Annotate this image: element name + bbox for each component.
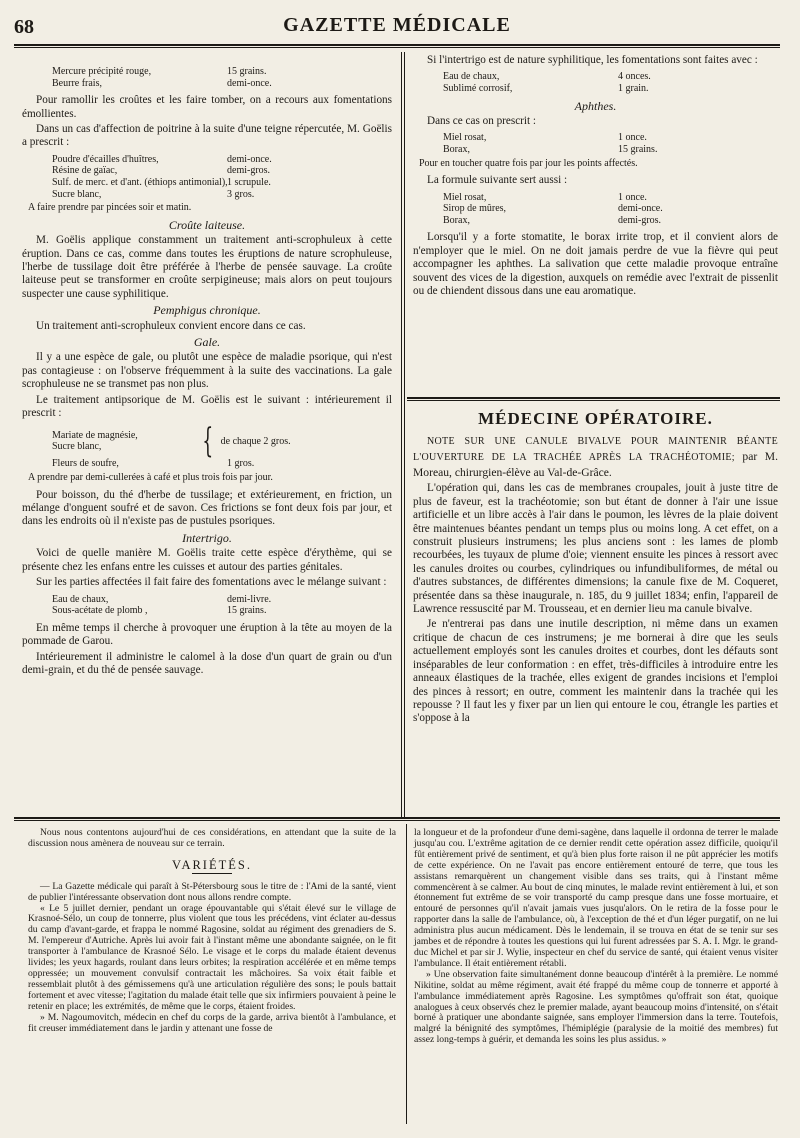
paragraph: Voici de quelle manière M. Goëlis traite cette espèce d'érythème, qui se présente chez les enfans entre les cuisses et autour des parties génitales.	[22, 547, 392, 573]
feuilleton-rule	[14, 817, 780, 819]
rx-item: Sucre blanc,	[52, 188, 102, 200]
prescription-intertrigo	[22, 594, 392, 617]
article-title	[413, 433, 778, 480]
article-byline: par M. Moreau, chirurgien-élève au Val-de-Grâce.	[413, 450, 778, 480]
rx-dose: 3 gros.	[227, 188, 255, 200]
prescription-miel-sirop	[413, 192, 778, 227]
paragraph: En même temps il cherche à provoquer une éruption à la tête au moyen de la pommade de Garou.	[22, 621, 392, 648]
rx-note: A prendre par demi-cullerées à café et plus trois fois par jour.	[28, 472, 273, 484]
paragraph: » Une observation faite simultanément donne beaucoup d'intérêt à la première. Le nommé Nikitine, soldat au même régiment, avait été frappé du même coup de tonnerre et apporté à l'ambulance immédiatement après Ragosine. Les symptômes qu'offrait son état, quoique analogues à ceux observés chez le premier malade, ayant beaucoup moins d'intensité, on s'était borné à pratiquer une abondante saignée, sans employer l'immersion dans la terre. Toutefois, malgré la bénignité des symptômes, l'hémiplégie (paralysie de la moitié des membres) fut assez long-temps à guérir, et demanda les soins les plus assidus. »	[414, 968, 778, 1046]
paragraph: M. Goëlis applique constamment un traitement anti-scrophuleux à cette éruption. Dans ce cas, comme dans toutes les éruptions de nature scrophuleuse, l'herbe de tussilage doit être préférée à l'herbe de pensée sauvage. La croûte laiteuse peut se transformer en croûte serpigineuse; mais alors on peut toujours suspecter une cause syphilitique.	[22, 234, 392, 300]
rx-item: Sirop de mûres,	[443, 203, 507, 215]
rx-dose: 15 grains.	[227, 66, 267, 77]
masthead-title: GAZETTE MÉDICALE	[283, 14, 511, 36]
rx-dose: demi-gros.	[227, 165, 271, 177]
right-column	[413, 54, 778, 300]
rx-item: Sucre blanc,	[52, 441, 102, 453]
rx-item: Poudre d'écailles d'huîtres,	[52, 153, 159, 165]
paragraph: Sur les parties affectées il fait faire des fomentations avec le mélange suivant :	[36, 576, 387, 589]
rx-item: Sulf. de merc. et d'ant. (éthiops antimonial),	[52, 177, 228, 188]
paragraph: Il y a une espèce de gale, ou plutôt une espèce de maladie psorique, qui n'est pas contagieuse : on l'observe fréquemment à la suite des vaccinations. La gale scrophuleuse ne se transmet pas non plus.	[22, 351, 392, 391]
rx-dose: demi-gros.	[618, 214, 662, 226]
paragraph: Nous nous contentons aujourd'hui de ces considérations, en attendant que la suite de la discussion nous amènera de nouveau sur ce terrain.	[28, 827, 396, 849]
page-header	[14, 14, 780, 42]
rx-dose: 1 scrupule.	[227, 177, 271, 188]
rx-item: Eau de chaux,	[52, 593, 109, 605]
paragraph: La formule suivante sert aussi :	[427, 174, 568, 187]
prescription-syphilitique	[413, 71, 778, 94]
title-underline	[192, 873, 232, 874]
rx-dose: 1 gros.	[227, 458, 255, 470]
paragraph: L'opération qui, dans les cas de membranes croupales, jouit à juste titre de plus de faveur, est la trachéotomie; son but étant de donner à l'air une issue artificielle et un libre accès à l'air dans le poumon, les lèvres de la plaie doivent être maintenues béantes pendant un temps plus ou moins long. A cet effet, on a construit plusieurs instrumens; les plus anciens sont : les lames de plomb recourbées, les tuyaux de plume d'oie; viennent ensuite les pinces à ressort avec les canules droites ou courbes, cylindriques ou infundibuliformes, de métal ou d'autres substances, de différentes dimensions; la canule fixe de M. Coqueret, présentée dans sa thèse inaugurale, n. 185, du 9 juillet 1834; enfin, l'appareil de Lawrence ressuscité par M. Trousseau, et en dernier lieu ma canule bivalve.	[413, 482, 778, 616]
paragraph: « Le 5 juillet dernier, pendant un orage épouvantable qui s'était élevé sur le village de Krasnoé-Sélo, un coup de tonnerre, plus violent que tous les précédens, vint éclater au-dessus du camp d'avant-garde, et frappa le nommé Ragosine, soldat au régiment des grenadiers de S. M. l'empereur d'Autriche. Après lui avoir fait à l'instant même une abondante saignée, on le fit transporter à l'ambulance de Krasnoé Sélo. Le visage et le corps du malade étaient devenus livides; les yeux hagards, roulant dans leurs orbites; la respiration accélérée et en même temps oppressée; un mouvement convulsif contractait les mâchoires. Sa voix était faible et ressemblait plutôt à des gémissemens qu'à une articulation régulière des sons; le pouls battait fortement et avec vitesse; l'agitation du malade était telle que six infirmiers pouvaient à peine le retenir en place; les extrémités, de même que le corps, étaient froides.	[28, 902, 396, 1012]
header-rule	[14, 44, 780, 46]
subheading-croute-laiteuse: Croûte laiteuse.	[168, 217, 246, 232]
rx-dose: 1 once.	[618, 132, 647, 144]
paragraph: Dans ce cas on prescrit :	[427, 115, 537, 127]
rx-item: Fleurs de soufre,	[52, 458, 119, 470]
feuilleton-right	[414, 828, 778, 1046]
article-title-caps: NOTE SUR UNE CANULE BIVALVE POUR MAINTENIR BÉANTE L'OUVERTURE DE LA TRACHÉE APRÈS LA TRACHÉOTOMIE;	[413, 436, 778, 464]
subheading-pemphigus: Pemphigus chronique.	[153, 303, 261, 318]
rx-item: Mercure précipité rouge,	[52, 66, 152, 77]
rx-dose: 1 grain.	[618, 83, 649, 94]
section-rule-thin	[407, 400, 780, 401]
rx-item: Beurre frais,	[52, 77, 102, 89]
rx-dose: 1 once.	[618, 191, 647, 203]
feuilleton-rule-thin	[14, 820, 780, 821]
rx-dose: 15 grains.	[618, 144, 658, 155]
feuilleton-divider	[406, 824, 407, 1124]
section-title: MÉDECINE OPÉRATOIRE.	[478, 409, 713, 428]
header-rule-thin	[14, 47, 780, 48]
paragraph: la longueur et de la profondeur d'une demi-sagène, dans laquelle il ordonna de terrer le malade jusqu'au cou. L'extrême agitation de ce dernier rendit cette opération assez difficile, quoiqu'il fût entièrement privé de sentiment, et qu'à bien plus forte raison il ne pût apprécier les motifs de cette expérience. On ne l'avait pas encore entièrement entouré de terre, que tous les assistans remarquèrent un changement visible dans ses traits, qui à l'instant même commencèrent à se calmer. Au bout de cinq minutes, le malade revint entièrement à lui, et son étonnement fut extrême de se voir transporté du camp presque dans une fosse mortuaire, et entouré de personnes qu'il n'avait jamais vues jusqu'alors. On le retira de la fosse pour le rapporter dans la salle de l'ambulance, où, à l'exception de thé et d'un léger purgatif, on ne lui administra plus aucun médicament. Dès le lendemain, il se trouva en état de se tenir sur ses jambes et de répondre à toutes les questions qui lui furent adressées par S. A. I. Mgr. le grand-duc Michel et par sir J. Wylie, inspecteur en chef du service de santé, qui étaient venus visiter l'ambulance. Il était entièrement rétabli.	[414, 827, 778, 969]
feuilleton-left	[28, 828, 396, 1034]
subheading-gale: Gale.	[193, 335, 221, 350]
paragraph: Dans un cas d'affection de poitrine à la suite d'une teigne répercutée, M. Goëlis a prescrit :	[22, 123, 392, 149]
paragraph: Si l'intertrigo est de nature syphilitique, les fomentations sont faites avec :	[427, 54, 758, 66]
column-divider-inner	[404, 52, 405, 817]
rx-dose: 15 grains.	[227, 605, 267, 617]
paragraph: Un traitement anti-scrophuleux convient encore dans ce cas.	[36, 319, 306, 332]
paragraph: Le traitement antipsorique de M. Goëlis est le suivant : intérieurement il prescrit :	[22, 393, 392, 420]
prescription-poudre	[22, 154, 392, 214]
rx-dose: demi-once.	[227, 77, 272, 89]
left-column	[22, 62, 392, 679]
rx-dose: demi-once.	[618, 203, 663, 215]
paragraph: Pour ramollir les croûtes et les faire tomber, on a recours aux fomentations émollientes.	[22, 94, 392, 120]
rx-item: Résine de gaïac,	[52, 165, 118, 177]
prescription-mercure	[22, 66, 392, 89]
paragraph: Intérieurement il administre le calomel à la dose d'un quart de grain ou d'un demi-grain, et du thé de pensée sauvage.	[22, 650, 392, 676]
section-rule	[407, 397, 780, 399]
rx-item: Sublimé corrosif,	[443, 83, 513, 94]
paragraph: » M. Nagoumovitch, médecin en chef du corps de la garde, arriva bientôt à l'ambulance, et fit creuser immédiatement dans le jardin y attenant une fosse de	[28, 1011, 396, 1034]
rx-item: Mariate de magnésie,	[52, 429, 138, 441]
column-divider	[401, 52, 402, 817]
rx-item: Eau de chaux,	[443, 71, 500, 83]
rx-item: Miel rosat,	[443, 132, 487, 144]
rx-item: Sous-acétate de plomb ,	[52, 605, 148, 617]
paragraph: Lorsqu'il y a forte stomatite, le borax irrite trop, et il convient alors de n'employer que le miel. On ne doit jamais perdre de vue la fièvre qui peut accompagner les aphthes. La salivation que cette maladie provoque entraîne souvent des vices de la digestion, auxquels on remédie avec l'extrait de pissenlit ou de chiendent dissous dans une eau aromatique.	[413, 231, 778, 297]
page-number: 68	[14, 16, 34, 38]
prescription-gale	[22, 421, 392, 484]
subheading-intertrigo: Intertrigo.	[182, 530, 232, 545]
rx-dose: de chaque 2 gros.	[220, 435, 291, 447]
brace-icon: {	[202, 421, 214, 462]
rx-dose: 4 onces.	[618, 71, 651, 83]
rx-dose: demi-once.	[227, 153, 272, 165]
rx-item: Borax,	[443, 144, 470, 155]
varietes-title: VARIÉTÉS.	[172, 857, 252, 872]
medecine-operatoire-section	[413, 406, 778, 728]
paragraph: Je n'entrerai pas dans une inutile description, ni même dans un examen critique de chacun de ces instrumens; je me bornerai à dire que les seuls actuellement employés sont les canules droites et courbes, dont les défauts sont inséparables de leur conformation : en effet, très-difficiles à introduire entre les anneaux élastiques de la trachée, elles exigent de grandes incisions et l'emploi des pinces à ressort; en outre, comment les maintenir dans la trachée qui les repousse ? Il faut les y fixer par un lien qui entoure le cou, étrangle les parties et s'oppose à la	[413, 618, 778, 725]
prescription-miel	[413, 132, 778, 169]
paragraph: Pour boisson, du thé d'herbe de tussilage; et extérieurement, en friction, un mélange d'onguent soufré et de savon. Ces frictions se font deux fois par jour, et dans les endroits où il n'existe pas de pustules psoriques.	[22, 488, 392, 528]
rx-note: A faire prendre par pincées soir et matin.	[28, 202, 192, 214]
rx-item: Borax,	[443, 214, 470, 226]
paragraph: — La Gazette médicale qui paraît à St-Pétersbourg sous le titre de : l'Ami de la santé, vient de publier l'intéressante observation dont nous allons rendre compte.	[28, 880, 396, 903]
rx-item: Miel rosat,	[443, 191, 487, 203]
rx-dose: demi-livre.	[227, 593, 272, 605]
subheading-aphthes: Aphthes.	[574, 98, 617, 113]
rx-note: Pour en toucher quatre fois par jour les points affectés.	[419, 157, 638, 169]
